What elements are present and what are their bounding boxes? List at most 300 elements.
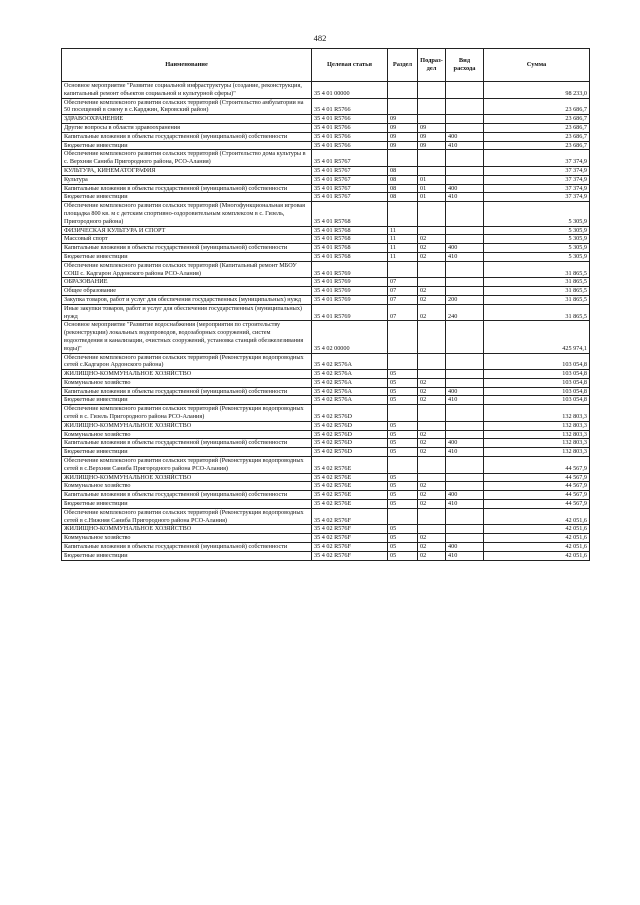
cell-code: 35 4 01 00000	[312, 82, 388, 99]
table-row	[62, 98, 590, 115]
column-header-kind: Вид расхода	[446, 49, 484, 82]
cell-kind	[446, 150, 484, 167]
table-row	[62, 534, 590, 543]
cell-section: 05	[388, 543, 418, 552]
cell-name: Бюджетные инвестиции	[62, 551, 312, 560]
cell-name: Бюджетные инвестиции	[62, 500, 312, 509]
cell-section: 05	[388, 448, 418, 457]
cell-subsection	[418, 421, 446, 430]
cell-kind: 240	[446, 304, 484, 321]
cell-section	[388, 261, 418, 278]
cell-section	[388, 150, 418, 167]
table-row	[62, 448, 590, 457]
cell-code: 35 4 01 R5769	[312, 287, 388, 296]
cell-subsection: 02	[418, 235, 446, 244]
cell-subsection: 02	[418, 287, 446, 296]
cell-name: Коммунальное хозяйство	[62, 430, 312, 439]
cell-subsection: 02	[418, 295, 446, 304]
cell-section: 05	[388, 525, 418, 534]
cell-section: 08	[388, 193, 418, 202]
cell-name: Бюджетные инвестиции	[62, 448, 312, 457]
table-row	[62, 132, 590, 141]
cell-code: 35 4 02 R576A	[312, 370, 388, 379]
cell-sum: 103 054,8	[484, 353, 590, 370]
cell-subsection: 02	[418, 448, 446, 457]
table-row	[62, 378, 590, 387]
cell-code: 35 4 02 R576E	[312, 473, 388, 482]
cell-name: Капитальные вложения в объекты государственной (муниципальной) собственности	[62, 439, 312, 448]
cell-code: 35 4 02 R576F	[312, 551, 388, 560]
cell-code: 35 4 02 00000	[312, 321, 388, 353]
cell-code: 35 4 02 R576E	[312, 491, 388, 500]
cell-section	[388, 82, 418, 99]
cell-code: 35 4 01 R5769	[312, 304, 388, 321]
cell-section	[388, 405, 418, 422]
cell-subsection: 02	[418, 491, 446, 500]
table-row	[62, 235, 590, 244]
cell-kind	[446, 278, 484, 287]
cell-sum: 44 567,9	[484, 491, 590, 500]
table-row	[62, 150, 590, 167]
table-row	[62, 396, 590, 405]
cell-subsection	[418, 405, 446, 422]
cell-sum: 132 803,3	[484, 405, 590, 422]
cell-section	[388, 98, 418, 115]
cell-subsection: 02	[418, 387, 446, 396]
cell-sum: 42 051,6	[484, 534, 590, 543]
cell-name: Культура	[62, 175, 312, 184]
cell-subsection: 02	[418, 252, 446, 261]
table-row	[62, 304, 590, 321]
cell-name: ОБРАЗОВАНИЕ	[62, 278, 312, 287]
cell-section: 07	[388, 287, 418, 296]
cell-section: 05	[388, 473, 418, 482]
cell-kind: 400	[446, 184, 484, 193]
cell-code: 35 4 02 R576E	[312, 482, 388, 491]
table-row	[62, 82, 590, 99]
column-header-sum: Сумма	[484, 49, 590, 82]
table-row	[62, 430, 590, 439]
cell-kind	[446, 321, 484, 353]
table-row	[62, 500, 590, 509]
cell-code: 35 4 01 R5768	[312, 235, 388, 244]
cell-section: 08	[388, 184, 418, 193]
cell-subsection	[418, 150, 446, 167]
table-row	[62, 244, 590, 253]
cell-sum: 5 305,9	[484, 202, 590, 226]
table-row	[62, 321, 590, 353]
cell-kind: 410	[446, 193, 484, 202]
cell-sum: 23 686,7	[484, 98, 590, 115]
column-header-section: Раздел	[388, 49, 418, 82]
cell-section: 05	[388, 491, 418, 500]
table-row	[62, 551, 590, 560]
cell-name: Обеспечение комплексного развития сельских территорий (Реконструкция водопроводных сетей в с.Верхняя Саниба Пригородного района РСО-Алания)	[62, 457, 312, 474]
cell-sum: 23 686,7	[484, 141, 590, 150]
cell-name: Основное мероприятие "Развитие водоснабжения (мероприятия по строительству (реконструкции) локальных водопроводов, водозаборных сооружений, систем водоотведения и канализации, очистных сооружений, установка станций обезжелезивания воды)"	[62, 321, 312, 353]
cell-kind	[446, 98, 484, 115]
cell-kind	[446, 525, 484, 534]
table-row	[62, 252, 590, 261]
table-row	[62, 473, 590, 482]
cell-subsection: 01	[418, 175, 446, 184]
cell-kind: 410	[446, 141, 484, 150]
cell-subsection	[418, 226, 446, 235]
cell-code: 35 4 01 R5767	[312, 166, 388, 175]
cell-sum: 103 054,8	[484, 396, 590, 405]
cell-code: 35 4 01 R5766	[312, 115, 388, 124]
cell-subsection	[418, 321, 446, 353]
cell-section: 09	[388, 123, 418, 132]
cell-code: 35 4 01 R5768	[312, 226, 388, 235]
cell-name: Капитальные вложения в объекты государственной (муниципальной) собственности	[62, 387, 312, 396]
cell-subsection: 09	[418, 123, 446, 132]
cell-code: 35 4 01 R5768	[312, 202, 388, 226]
cell-section: 07	[388, 295, 418, 304]
table-row	[62, 166, 590, 175]
cell-code: 35 4 01 R5769	[312, 295, 388, 304]
cell-subsection	[418, 353, 446, 370]
cell-kind	[446, 287, 484, 296]
cell-code: 35 4 01 R5766	[312, 98, 388, 115]
cell-sum: 132 803,3	[484, 430, 590, 439]
cell-kind	[446, 235, 484, 244]
cell-subsection: 02	[418, 543, 446, 552]
cell-code: 35 4 02 R576A	[312, 353, 388, 370]
cell-sum: 5 305,9	[484, 244, 590, 253]
cell-name: ЖИЛИЩНО-КОММУНАЛЬНОЕ ХОЗЯЙСТВО	[62, 421, 312, 430]
cell-section	[388, 321, 418, 353]
cell-code: 35 4 01 R5769	[312, 261, 388, 278]
cell-name: Обеспечение комплексного развития сельских территорий (Строительство амбулатории на 50 посещений в смену в с.Карджин, Кировский район)	[62, 98, 312, 115]
cell-kind	[446, 115, 484, 124]
cell-subsection	[418, 261, 446, 278]
cell-section: 08	[388, 175, 418, 184]
cell-name: Коммунальное хозяйство	[62, 534, 312, 543]
cell-name: Обеспечение комплексного развития сельских территорий (Реконструкция водопроводных сетей в с.Нижняя Саниба Пригородного района РСО-Алания)	[62, 508, 312, 525]
cell-code: 35 4 02 R576F	[312, 525, 388, 534]
cell-name: Обеспечение комплексного развития сельских территорий (Реконструкция водопроводных сетей в с. Гизель Пригородного района РСО-Алания)	[62, 405, 312, 422]
cell-subsection: 09	[418, 132, 446, 141]
cell-subsection: 02	[418, 430, 446, 439]
table-row	[62, 141, 590, 150]
cell-sum: 42 051,6	[484, 508, 590, 525]
cell-subsection	[418, 166, 446, 175]
cell-code: 35 4 01 R5767	[312, 150, 388, 167]
cell-code: 35 4 01 R5768	[312, 244, 388, 253]
table-row	[62, 543, 590, 552]
table-row	[62, 508, 590, 525]
cell-kind	[446, 457, 484, 474]
cell-subsection	[418, 457, 446, 474]
cell-kind	[446, 421, 484, 430]
cell-section: 11	[388, 244, 418, 253]
cell-name: Обеспечение комплексного развития сельских территорий (Многофункциональная игровая площадка 800 кв. м с детским спортивно-оздоровительным комплексом в с. Гизель, Пригородного района)	[62, 202, 312, 226]
cell-kind	[446, 482, 484, 491]
table-row	[62, 482, 590, 491]
cell-kind: 400	[446, 132, 484, 141]
cell-code: 35 4 01 R5769	[312, 278, 388, 287]
table-row	[62, 175, 590, 184]
cell-name: Бюджетные инвестиции	[62, 193, 312, 202]
cell-subsection: 02	[418, 304, 446, 321]
cell-sum: 42 051,6	[484, 543, 590, 552]
cell-kind	[446, 430, 484, 439]
cell-sum: 5 305,9	[484, 226, 590, 235]
cell-sum: 132 803,3	[484, 439, 590, 448]
table-row	[62, 439, 590, 448]
cell-code: 35 4 02 R576D	[312, 430, 388, 439]
cell-kind	[446, 353, 484, 370]
table-row	[62, 184, 590, 193]
cell-sum: 44 567,9	[484, 473, 590, 482]
cell-subsection: 02	[418, 482, 446, 491]
cell-section: 05	[388, 551, 418, 560]
cell-section: 05	[388, 421, 418, 430]
cell-section	[388, 508, 418, 525]
cell-code: 35 4 02 R576F	[312, 508, 388, 525]
cell-sum: 42 051,6	[484, 525, 590, 534]
cell-section	[388, 202, 418, 226]
cell-code: 35 4 02 R576A	[312, 387, 388, 396]
cell-sum: 132 803,3	[484, 421, 590, 430]
table-row	[62, 287, 590, 296]
cell-name: Общее образование	[62, 287, 312, 296]
cell-kind: 410	[446, 551, 484, 560]
cell-kind: 400	[446, 543, 484, 552]
cell-code: 35 4 02 R576E	[312, 500, 388, 509]
cell-subsection	[418, 82, 446, 99]
table-row	[62, 115, 590, 124]
cell-kind: 410	[446, 396, 484, 405]
cell-name: Бюджетные инвестиции	[62, 396, 312, 405]
cell-name: ФИЗИЧЕСКАЯ КУЛЬТУРА И СПОРТ	[62, 226, 312, 235]
cell-kind	[446, 261, 484, 278]
cell-name: Закупка товаров, работ и услуг для обеспечения государственных (муниципальных) нужд	[62, 295, 312, 304]
cell-subsection	[418, 202, 446, 226]
cell-section: 05	[388, 534, 418, 543]
cell-subsection: 01	[418, 184, 446, 193]
cell-name: Другие вопросы в области здравоохранения	[62, 123, 312, 132]
cell-section: 05	[388, 439, 418, 448]
cell-kind	[446, 202, 484, 226]
table-row	[62, 226, 590, 235]
cell-code: 35 4 02 R576E	[312, 457, 388, 474]
cell-kind	[446, 175, 484, 184]
cell-code: 35 4 02 R576F	[312, 534, 388, 543]
table-row	[62, 421, 590, 430]
cell-sum: 44 567,9	[484, 500, 590, 509]
table-row	[62, 193, 590, 202]
cell-kind	[446, 82, 484, 99]
cell-kind	[446, 473, 484, 482]
cell-name: ЖИЛИЩНО-КОММУНАЛЬНОЕ ХОЗЯЙСТВО	[62, 473, 312, 482]
cell-name: Обеспечение комплексного развития сельских территорий (Строительство дома культуры в с. Верхняя Саниба Пригородного района, РСО-Алания)	[62, 150, 312, 167]
cell-name: Коммунальное хозяйство	[62, 482, 312, 491]
cell-name: Обеспечение комплексного развития сельских территорий (Реконструкция водопроводных сетей с.Кадгарон Ардонского района)	[62, 353, 312, 370]
cell-subsection	[418, 525, 446, 534]
cell-name: Бюджетные инвестиции	[62, 141, 312, 150]
cell-section: 05	[388, 370, 418, 379]
cell-sum: 31 865,5	[484, 278, 590, 287]
cell-code: 35 4 02 R576D	[312, 439, 388, 448]
table-row	[62, 370, 590, 379]
cell-subsection: 02	[418, 396, 446, 405]
cell-sum: 98 233,0	[484, 82, 590, 99]
cell-subsection: 02	[418, 439, 446, 448]
cell-sum: 23 686,7	[484, 132, 590, 141]
cell-subsection: 02	[418, 551, 446, 560]
page-number: 482	[313, 33, 327, 43]
cell-name: Массовый спорт	[62, 235, 312, 244]
table-header-row	[62, 49, 590, 82]
cell-sum: 37 374,9	[484, 193, 590, 202]
cell-subsection: 02	[418, 534, 446, 543]
cell-name: ЖИЛИЩНО-КОММУНАЛЬНОЕ ХОЗЯЙСТВО	[62, 525, 312, 534]
cell-subsection	[418, 115, 446, 124]
cell-subsection: 02	[418, 500, 446, 509]
column-header-code: Целевая статья	[312, 49, 388, 82]
cell-sum: 103 054,8	[484, 378, 590, 387]
cell-subsection: 09	[418, 141, 446, 150]
column-header-name: Наименование	[62, 49, 312, 82]
cell-kind	[446, 370, 484, 379]
table-row	[62, 202, 590, 226]
table-row	[62, 387, 590, 396]
cell-name: Основное мероприятие "Развитие социальной инфраструктуры (создание, реконструкция, капитальный ремонт объектов социальной и культурной сферы)"	[62, 82, 312, 99]
cell-kind	[446, 378, 484, 387]
cell-kind	[446, 226, 484, 235]
column-header-subsection: Подраз-дел	[418, 49, 446, 82]
cell-name: Капитальные вложения в объекты государственной (муниципальной) собственности	[62, 491, 312, 500]
cell-sum: 23 686,7	[484, 115, 590, 124]
cell-subsection	[418, 98, 446, 115]
cell-name: Капитальные вложения в объекты государственной (муниципальной) собственности	[62, 184, 312, 193]
cell-subsection: 01	[418, 193, 446, 202]
cell-code: 35 4 02 R576A	[312, 378, 388, 387]
cell-name: Коммунальное хозяйство	[62, 378, 312, 387]
cell-sum: 42 051,6	[484, 551, 590, 560]
cell-section: 05	[388, 378, 418, 387]
table-body	[62, 82, 590, 561]
cell-code: 35 4 01 R5767	[312, 175, 388, 184]
cell-subsection: 02	[418, 378, 446, 387]
cell-kind: 400	[446, 491, 484, 500]
table-row	[62, 123, 590, 132]
cell-name: Обеспечение комплексного развития сельских территорий (Капитальный ремонт МБОУ СОШ с. Кадгарон Ардонского района РСО-Алания)	[62, 261, 312, 278]
cell-section: 05	[388, 430, 418, 439]
cell-section: 11	[388, 235, 418, 244]
cell-code: 35 4 02 R576D	[312, 405, 388, 422]
cell-code: 35 4 01 R5766	[312, 123, 388, 132]
cell-sum: 37 374,9	[484, 166, 590, 175]
cell-kind: 410	[446, 448, 484, 457]
cell-kind: 410	[446, 252, 484, 261]
cell-section	[388, 353, 418, 370]
cell-sum: 5 305,9	[484, 252, 590, 261]
table-row	[62, 278, 590, 287]
cell-sum: 103 054,8	[484, 387, 590, 396]
cell-section: 09	[388, 115, 418, 124]
cell-kind	[446, 405, 484, 422]
budget-table	[61, 48, 590, 561]
cell-sum: 5 305,9	[484, 235, 590, 244]
cell-name: ЖИЛИЩНО-КОММУНАЛЬНОЕ ХОЗЯЙСТВО	[62, 370, 312, 379]
cell-sum: 31 865,5	[484, 287, 590, 296]
cell-kind	[446, 123, 484, 132]
cell-section: 05	[388, 387, 418, 396]
cell-name: Бюджетные инвестиции	[62, 252, 312, 261]
cell-sum: 44 567,9	[484, 457, 590, 474]
table-row	[62, 295, 590, 304]
cell-sum: 37 374,9	[484, 175, 590, 184]
cell-code: 35 4 02 R576F	[312, 543, 388, 552]
cell-section: 09	[388, 132, 418, 141]
table-row	[62, 405, 590, 422]
cell-kind: 400	[446, 387, 484, 396]
cell-section: 08	[388, 166, 418, 175]
cell-sum: 103 054,8	[484, 370, 590, 379]
cell-name: ЗДРАВООХРАНЕНИЕ	[62, 115, 312, 124]
cell-subsection: 02	[418, 244, 446, 253]
cell-code: 35 4 01 R5766	[312, 141, 388, 150]
cell-subsection	[418, 508, 446, 525]
cell-section: 07	[388, 304, 418, 321]
cell-code: 35 4 01 R5767	[312, 193, 388, 202]
cell-name: Капитальные вложения в объекты государственной (муниципальной) собственности	[62, 132, 312, 141]
cell-section: 05	[388, 396, 418, 405]
table-row	[62, 457, 590, 474]
cell-sum: 37 374,9	[484, 184, 590, 193]
cell-name: Иные закупки товаров, работ и услуг для обеспечения государственных (муниципальных) нужд	[62, 304, 312, 321]
cell-code: 35 4 02 R576A	[312, 396, 388, 405]
cell-section: 05	[388, 482, 418, 491]
table-row	[62, 525, 590, 534]
cell-subsection	[418, 370, 446, 379]
cell-subsection	[418, 473, 446, 482]
cell-sum: 44 567,9	[484, 482, 590, 491]
cell-kind	[446, 166, 484, 175]
cell-sum: 425 974,1	[484, 321, 590, 353]
cell-subsection	[418, 278, 446, 287]
cell-kind: 410	[446, 500, 484, 509]
cell-section: 09	[388, 141, 418, 150]
cell-sum: 23 686,7	[484, 123, 590, 132]
cell-sum: 132 803,3	[484, 448, 590, 457]
cell-kind: 200	[446, 295, 484, 304]
cell-section: 11	[388, 252, 418, 261]
cell-sum: 31 865,5	[484, 295, 590, 304]
cell-section: 05	[388, 500, 418, 509]
cell-name: Капитальные вложения в объекты государственной (муниципальной) собственности	[62, 244, 312, 253]
table-row	[62, 353, 590, 370]
cell-section	[388, 457, 418, 474]
cell-name: Капитальные вложения в объекты государственной (муниципальной) собственности	[62, 543, 312, 552]
cell-name: КУЛЬТУРА, КИНЕМАТОГРАФИЯ	[62, 166, 312, 175]
cell-code: 35 4 01 R5766	[312, 132, 388, 141]
cell-sum: 37 374,9	[484, 150, 590, 167]
cell-kind	[446, 534, 484, 543]
cell-kind: 400	[446, 439, 484, 448]
cell-code: 35 4 01 R5768	[312, 252, 388, 261]
cell-kind	[446, 508, 484, 525]
cell-sum: 31 865,5	[484, 304, 590, 321]
cell-kind: 400	[446, 244, 484, 253]
cell-sum: 31 865,5	[484, 261, 590, 278]
cell-section: 11	[388, 226, 418, 235]
table-row	[62, 491, 590, 500]
cell-code: 35 4 02 R576D	[312, 448, 388, 457]
